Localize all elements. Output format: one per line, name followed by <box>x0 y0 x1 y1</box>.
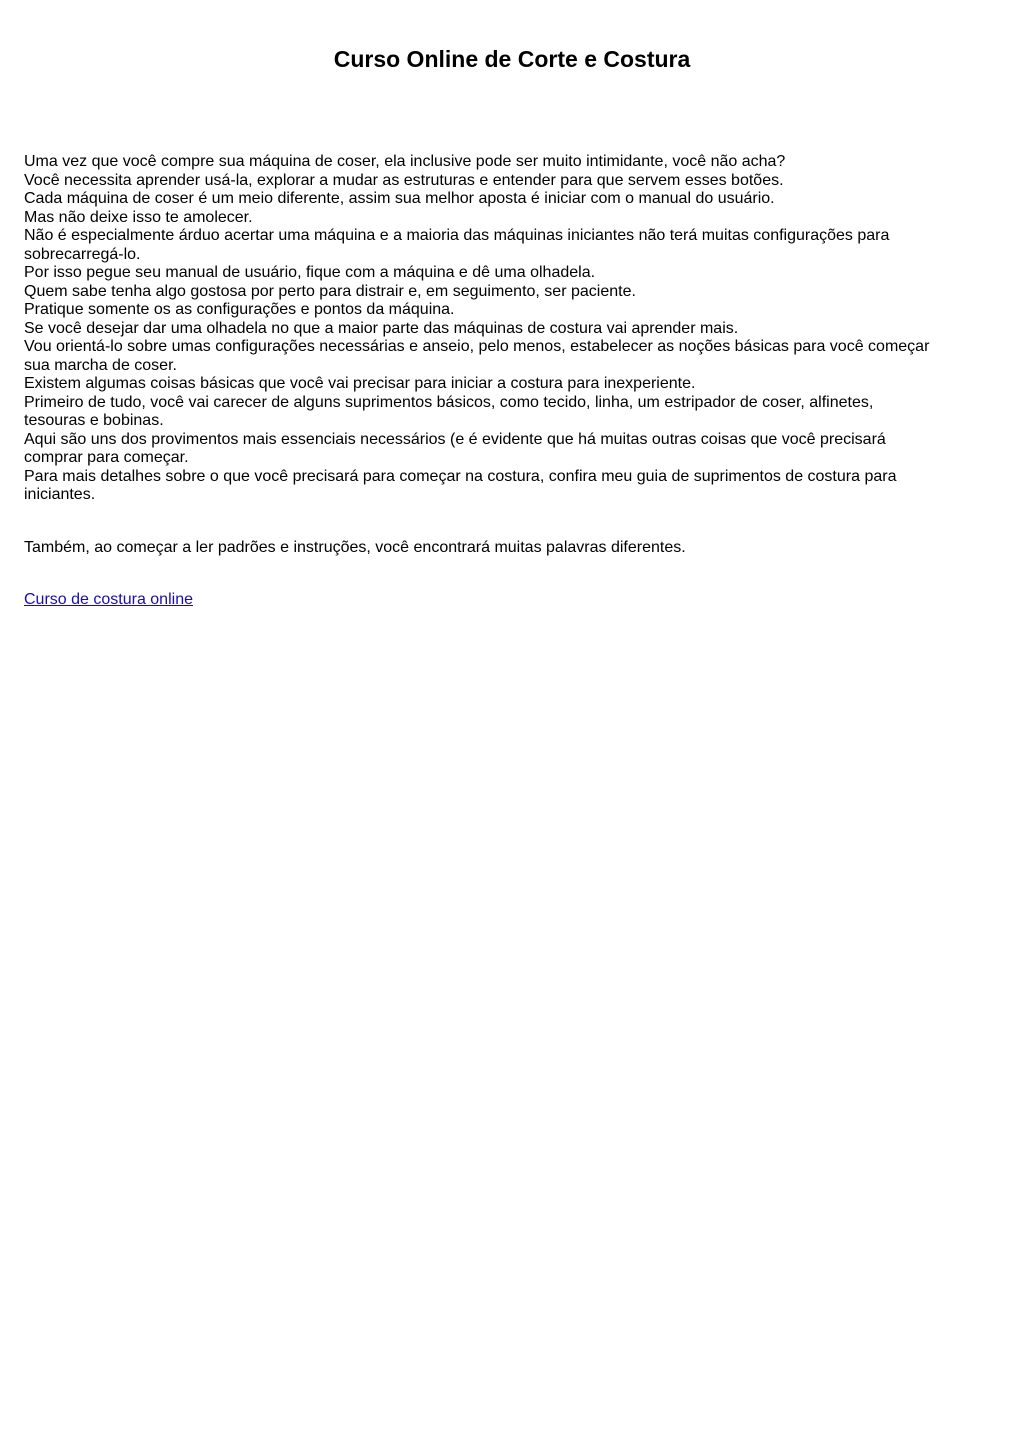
body-line: Vou orientá-lo sobre umas configurações necessárias e anseio, pelo menos, estabelecer as noções básicas para você começar <box>24 338 930 355</box>
body-text <box>24 153 1000 505</box>
body-line: sobrecarregá-lo. <box>24 245 141 263</box>
course-link[interactable]: Curso de costura online <box>24 591 193 608</box>
body-line: Primeiro de tudo, você vai carecer de alguns suprimentos básicos, como tecido, linha, um estripador de coser, alfinetes, <box>24 393 874 411</box>
body-line: Pratique somente os as configurações e pontos da máquina. <box>24 301 455 318</box>
body-line: Aqui são uns dos provimentos mais essenciais necessários (e é evidente que há muitas outras coisas que você precisará <box>24 430 886 448</box>
body-line: Uma vez que você compre sua máquina de coser, ela inclusive pode ser muito intimidante, você não acha? <box>24 153 786 170</box>
body-line: Mas não deixe isso te amolecer. <box>24 208 253 226</box>
extra-paragraph: Também, ao começar a ler padrões e instruções, você encontrará muitas palavras diferentes. <box>24 538 686 556</box>
body-line: Quem sabe tenha algo gostosa por perto para distrair e, em seguimento, ser paciente. <box>24 282 636 300</box>
body-line: Para mais detalhes sobre o que você precisará para começar na costura, confira meu guia de suprimentos de costura para <box>24 467 897 485</box>
body-line: Não é especialmente árduo acertar uma máquina e a maioria das máquinas iniciantes não terá muitas configurações para <box>24 227 890 244</box>
body-line: sua marcha de coser. <box>24 356 177 374</box>
body-line: tesouras e bobinas. <box>24 412 164 429</box>
link-container <box>24 591 1000 610</box>
body-line: iniciantes. <box>24 486 96 503</box>
body-line: Por isso pegue seu manual de usuário, fique com a máquina e dê uma olhadela. <box>24 264 596 281</box>
body-line: Existem algumas coisas básicas que você vai precisar para iniciar a costura para inexperiente. <box>24 375 696 392</box>
body-line: Se você desejar dar uma olhadela no que a maior parte das máquinas de costura vai aprender mais. <box>24 319 739 337</box>
page-title: Curso Online de Corte e Costura <box>333 46 691 72</box>
body-line: Cada máquina de coser é um meio diferente, assim sua melhor aposta é iniciar com o manual do usuário. <box>24 190 775 207</box>
body-line: Você necessita aprender usá-la, explorar a mudar as estruturas e entender para que servem esses botões. <box>24 171 784 189</box>
body-line: comprar para começar. <box>24 449 189 466</box>
